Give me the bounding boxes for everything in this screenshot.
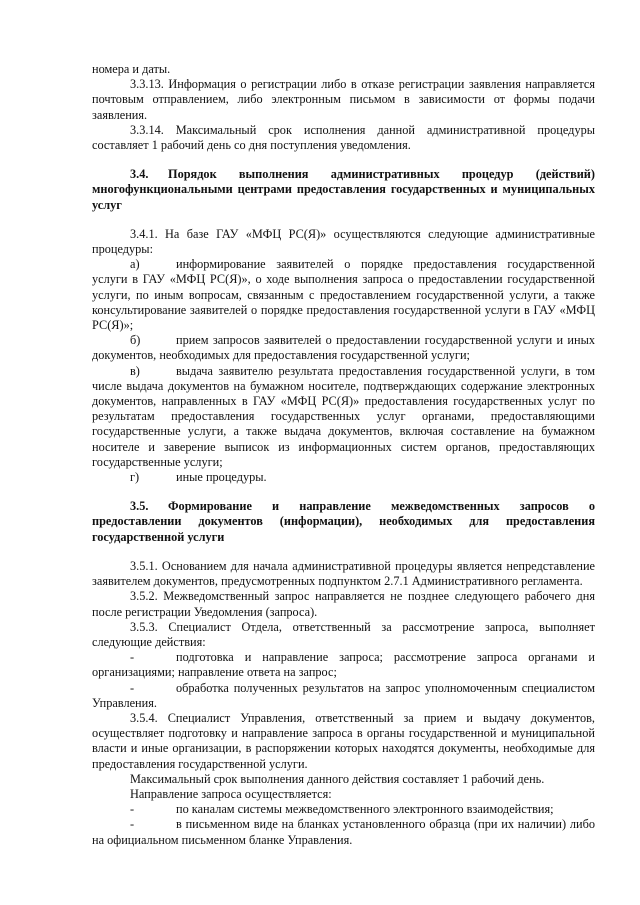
- dash-item-request: [92, 650, 595, 680]
- dash-item-text: по каналам системы межведомственного электронного взаимодействия;: [176, 802, 554, 817]
- list-item-v: [92, 364, 595, 470]
- list-item-text: прием запросов заявителей о предоставлении государственной услуги и иных документов, необходимых для предоставления государственной услуги;: [92, 333, 595, 363]
- list-marker: в): [130, 363, 140, 378]
- paragraph-request-sending: Направление запроса осуществляется:: [130, 786, 332, 801]
- section-number: 3.4.: [130, 167, 149, 182]
- section-heading-3-5: [92, 499, 595, 545]
- dash-item-electronic: [92, 802, 595, 817]
- paragraph-3-3-14: 3.3.14. Максимальный срок исполнения данной административной процедуры составляет 1 рабочий день со дня поступления уведомления.: [92, 122, 595, 153]
- list-marker: а): [130, 257, 140, 272]
- dash-item-text: в письменном виде на бланках установленного образца (при их наличии) либо на официальном письменном бланке Управления.: [92, 817, 595, 847]
- list-item-text: иные процедуры.: [176, 470, 267, 485]
- paragraph-3-5-2: 3.5.2. Межведомственный запрос направляется не позднее следующего рабочего дня после регистрации Уведомления (запроса).: [92, 589, 595, 619]
- dash-marker: -: [130, 817, 135, 832]
- paragraph-3-5-4: 3.5.4. Специалист Управления, ответственный за прием и выдачу документов, осуществляет подготовку и направление запроса в органы государственной и муниципальной власти и иные организации, в распоряжении которых находятся документы, необходимые для предоставления государственной услуги.: [92, 710, 595, 771]
- dash-item-processing: [92, 681, 595, 711]
- section-title: Порядок выполнения административных процедур (действий) многофункциональными центрами предоставления государственных и муниципальных услуг: [92, 167, 595, 212]
- list-marker: б): [130, 333, 141, 348]
- list-item-g: [92, 470, 595, 485]
- paragraph-3-5-1: 3.5.1. Основанием для начала административной процедуры является непредставление заявителем документов, предусмотренных подпунктом 2.7.1 Административного регламента.: [92, 558, 595, 589]
- list-item-a: [92, 257, 595, 333]
- document-page: [92, 62, 595, 848]
- paragraph-3-3-13: 3.3.13. Информация о регистрации либо в отказе регистрации заявления направляется почтовым отправлением, либо электронным письмом в зависимости от формы подачи заявления.: [92, 77, 595, 122]
- dash-marker: -: [130, 802, 135, 817]
- paragraph-3-5-3: 3.5.3. Специалист Отдела, ответственный за рассмотрение запроса, выполняет следующие действия:: [92, 619, 595, 649]
- dash-marker: -: [130, 680, 135, 695]
- paragraph-continuation: номера и даты.: [92, 62, 171, 76]
- paragraph-3-4-1: 3.4.1. На базе ГАУ «МФЦ РС(Я)» осуществляются следующие административные процедуры:: [92, 226, 595, 257]
- paragraph-max-term: Максимальный срок выполнения данного действия составляет 1 рабочий день.: [130, 771, 545, 786]
- section-heading-3-4: [92, 167, 595, 213]
- section-number: 3.5.: [130, 499, 149, 514]
- list-item-text: выдача заявителю результата предоставления государственной услуги, в том числе выдача документов на бумажном носителе, подтверждающих содержание электронных документов, направленных в ГАУ «МФЦ РС(Я)» предоставления государственных услуг по результатам предоставления государственных услуг органами, предоставляющими государственные услуги, а также выдача документов, включая составление на бумажном носителе и заверение выписок из информационных систем органов, предоставляющих государственные услуги;: [92, 363, 595, 469]
- dash-marker: -: [130, 650, 135, 665]
- list-marker: г): [130, 470, 140, 485]
- list-item-text: информирование заявителей о порядке предоставления государственной услуги в ГАУ «МФЦ РС(Я)», о ходе выполнения запроса о предоставлении государственной услуги, по иным вопросам, связанным с предоставлением государственной услуги, а также консультирование заявителей о порядке предоставления государственной услуги в ГАУ «МФЦ РС(Я)»;: [92, 257, 595, 333]
- list-item-b: [92, 333, 595, 363]
- section-title: Формирование и направление межведомственных запросов о предоставлении документов (информации), необходимых для предоставления государственной услуги: [92, 499, 595, 544]
- dash-item-text: подготовка и направление запроса; рассмотрение запроса органами и организациями; направление ответа на запрос;: [92, 650, 595, 680]
- dash-item-paper: [92, 817, 595, 847]
- dash-item-text: обработка полученных результатов на запрос уполномоченным специалистом Управления.: [92, 680, 595, 710]
